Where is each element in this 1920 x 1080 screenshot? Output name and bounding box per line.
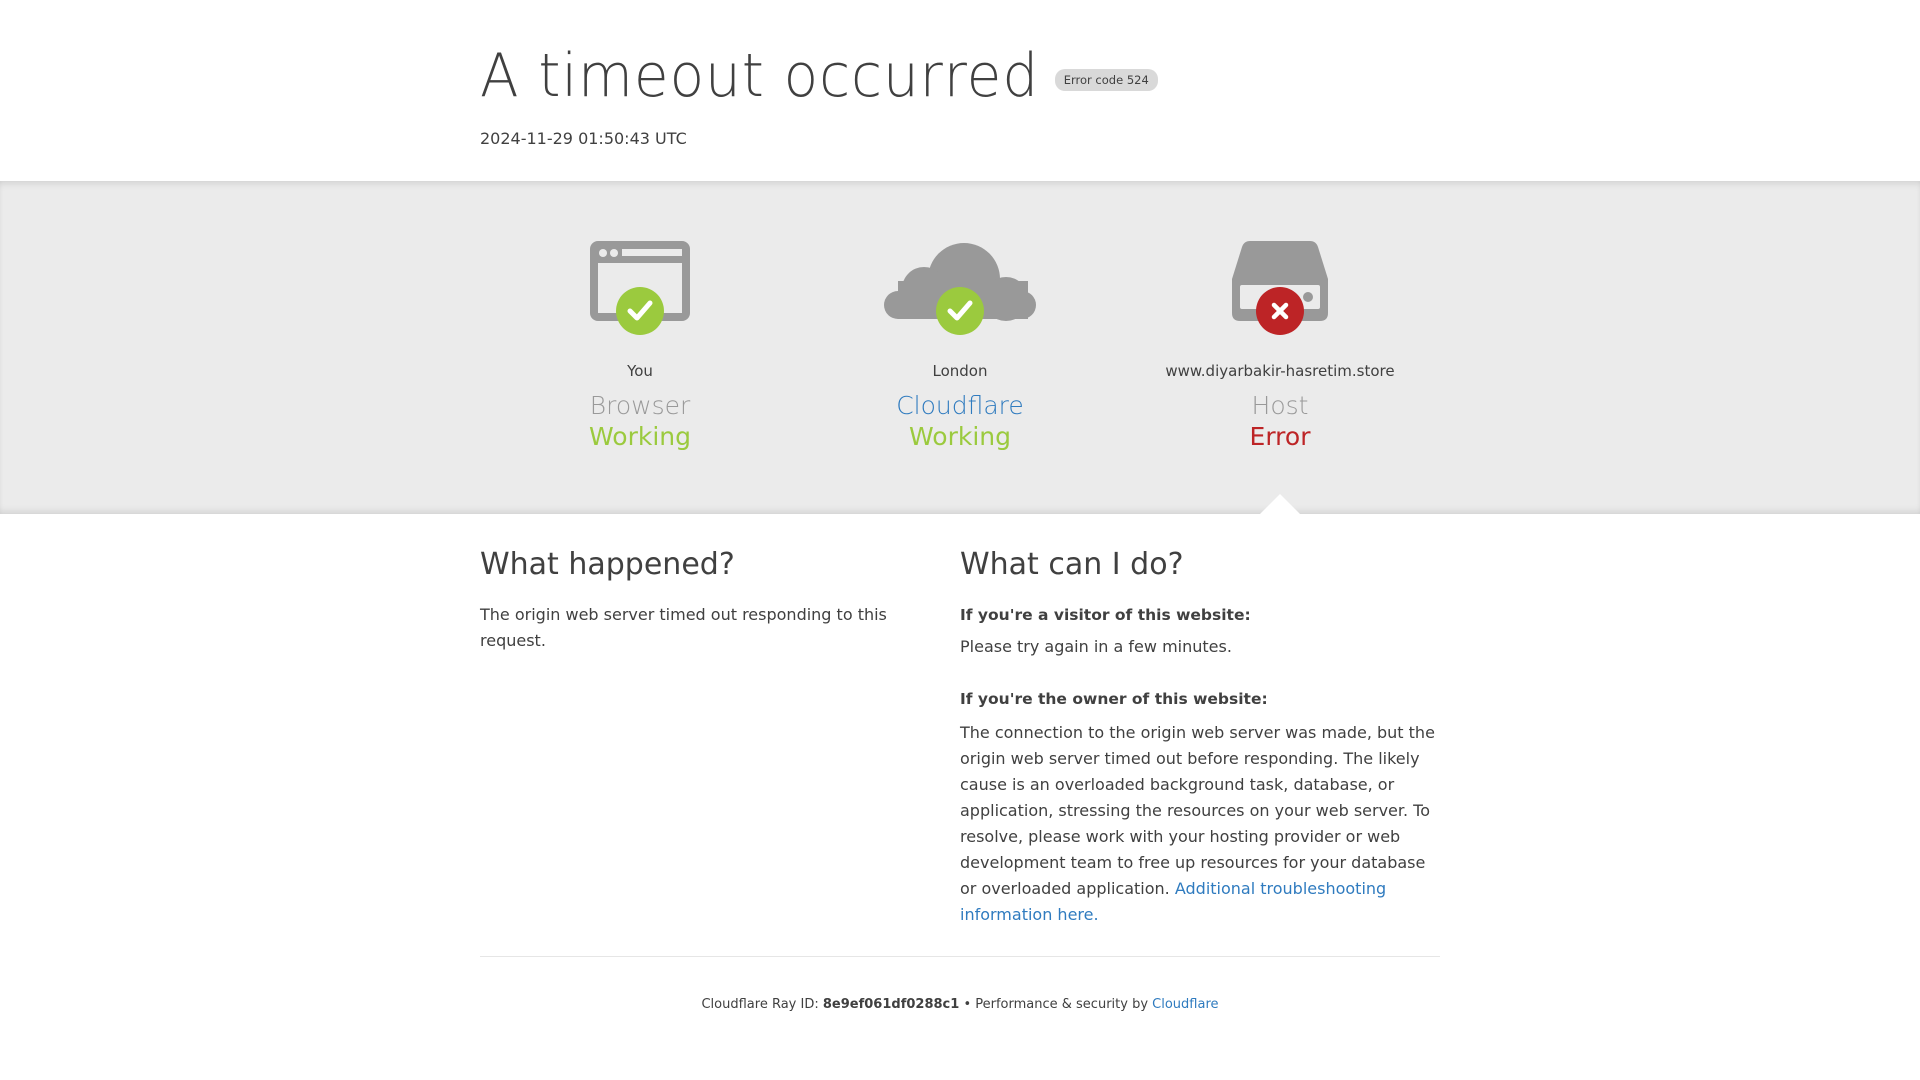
owner-body: The connection to the origin web server was made, but the origin web server timed out before responding. The likely cause is an overloaded background task, database, or application, stressing the resources on your web server. To resolve, please work with your hosting provider or web development team to free up resources for your database or overloaded application.: [960, 723, 1435, 898]
what-can-i-do-section: [960, 514, 1440, 928]
what-happened-body: The origin web server timed out responding to this request.: [480, 605, 887, 650]
status-state: Error: [1249, 422, 1311, 451]
what-happened-heading: What happened?: [480, 547, 735, 582]
error-pointer-arrow: [1260, 494, 1300, 514]
status-band: [0, 181, 1920, 514]
cloud-icon: [884, 241, 1036, 345]
owner-body-paragraph: [960, 720, 1440, 928]
status-location: London: [932, 362, 988, 380]
server-icon: [1232, 241, 1328, 345]
ray-id-label: Cloudflare Ray ID:: [701, 997, 819, 1012]
status-browser: [480, 181, 800, 514]
ray-id-value: 8e9ef061df0288c1: [822, 997, 960, 1012]
footer: [0, 956, 1920, 1014]
check-icon: [616, 287, 664, 335]
cloudflare-link[interactable]: Cloudflare: [896, 391, 1024, 420]
main-content: [0, 514, 1920, 928]
page-title: A timeout occurred: [480, 41, 1040, 111]
title-row: [480, 36, 1158, 116]
check-icon: [936, 287, 984, 335]
what-can-i-do-heading: What can I do?: [960, 547, 1184, 582]
footer-separator: •: [963, 997, 972, 1012]
status-role: Host: [1251, 391, 1309, 420]
owner-heading: If you're the owner of this website:: [960, 690, 1268, 708]
timestamp: 2024-11-29 01:50:43 UTC: [480, 129, 687, 148]
page-header: [0, 0, 1920, 181]
browser-icon: [590, 241, 690, 345]
what-happened-section: [480, 514, 960, 928]
x-icon: [1256, 287, 1304, 335]
visitor-body: Please try again in a few minutes.: [960, 637, 1232, 656]
status-location: You: [627, 362, 653, 380]
status-host: [1120, 181, 1440, 514]
troubleshooting-link[interactable]: Additional troubleshooting information here.: [960, 879, 1387, 924]
error-code-badge: Error code 524: [1055, 69, 1158, 91]
status-role: Browser: [589, 391, 691, 420]
visitor-heading: If you're a visitor of this website:: [960, 606, 1251, 624]
performance-label: Performance & security by: [975, 997, 1149, 1012]
status-location: www.diyarbakir-hasretim.store: [1165, 362, 1395, 380]
cloudflare-footer-link[interactable]: Cloudflare: [1152, 997, 1219, 1012]
status-state: Working: [909, 422, 1011, 451]
status-cloudflare: [800, 181, 1120, 514]
status-state: Working: [589, 422, 691, 451]
